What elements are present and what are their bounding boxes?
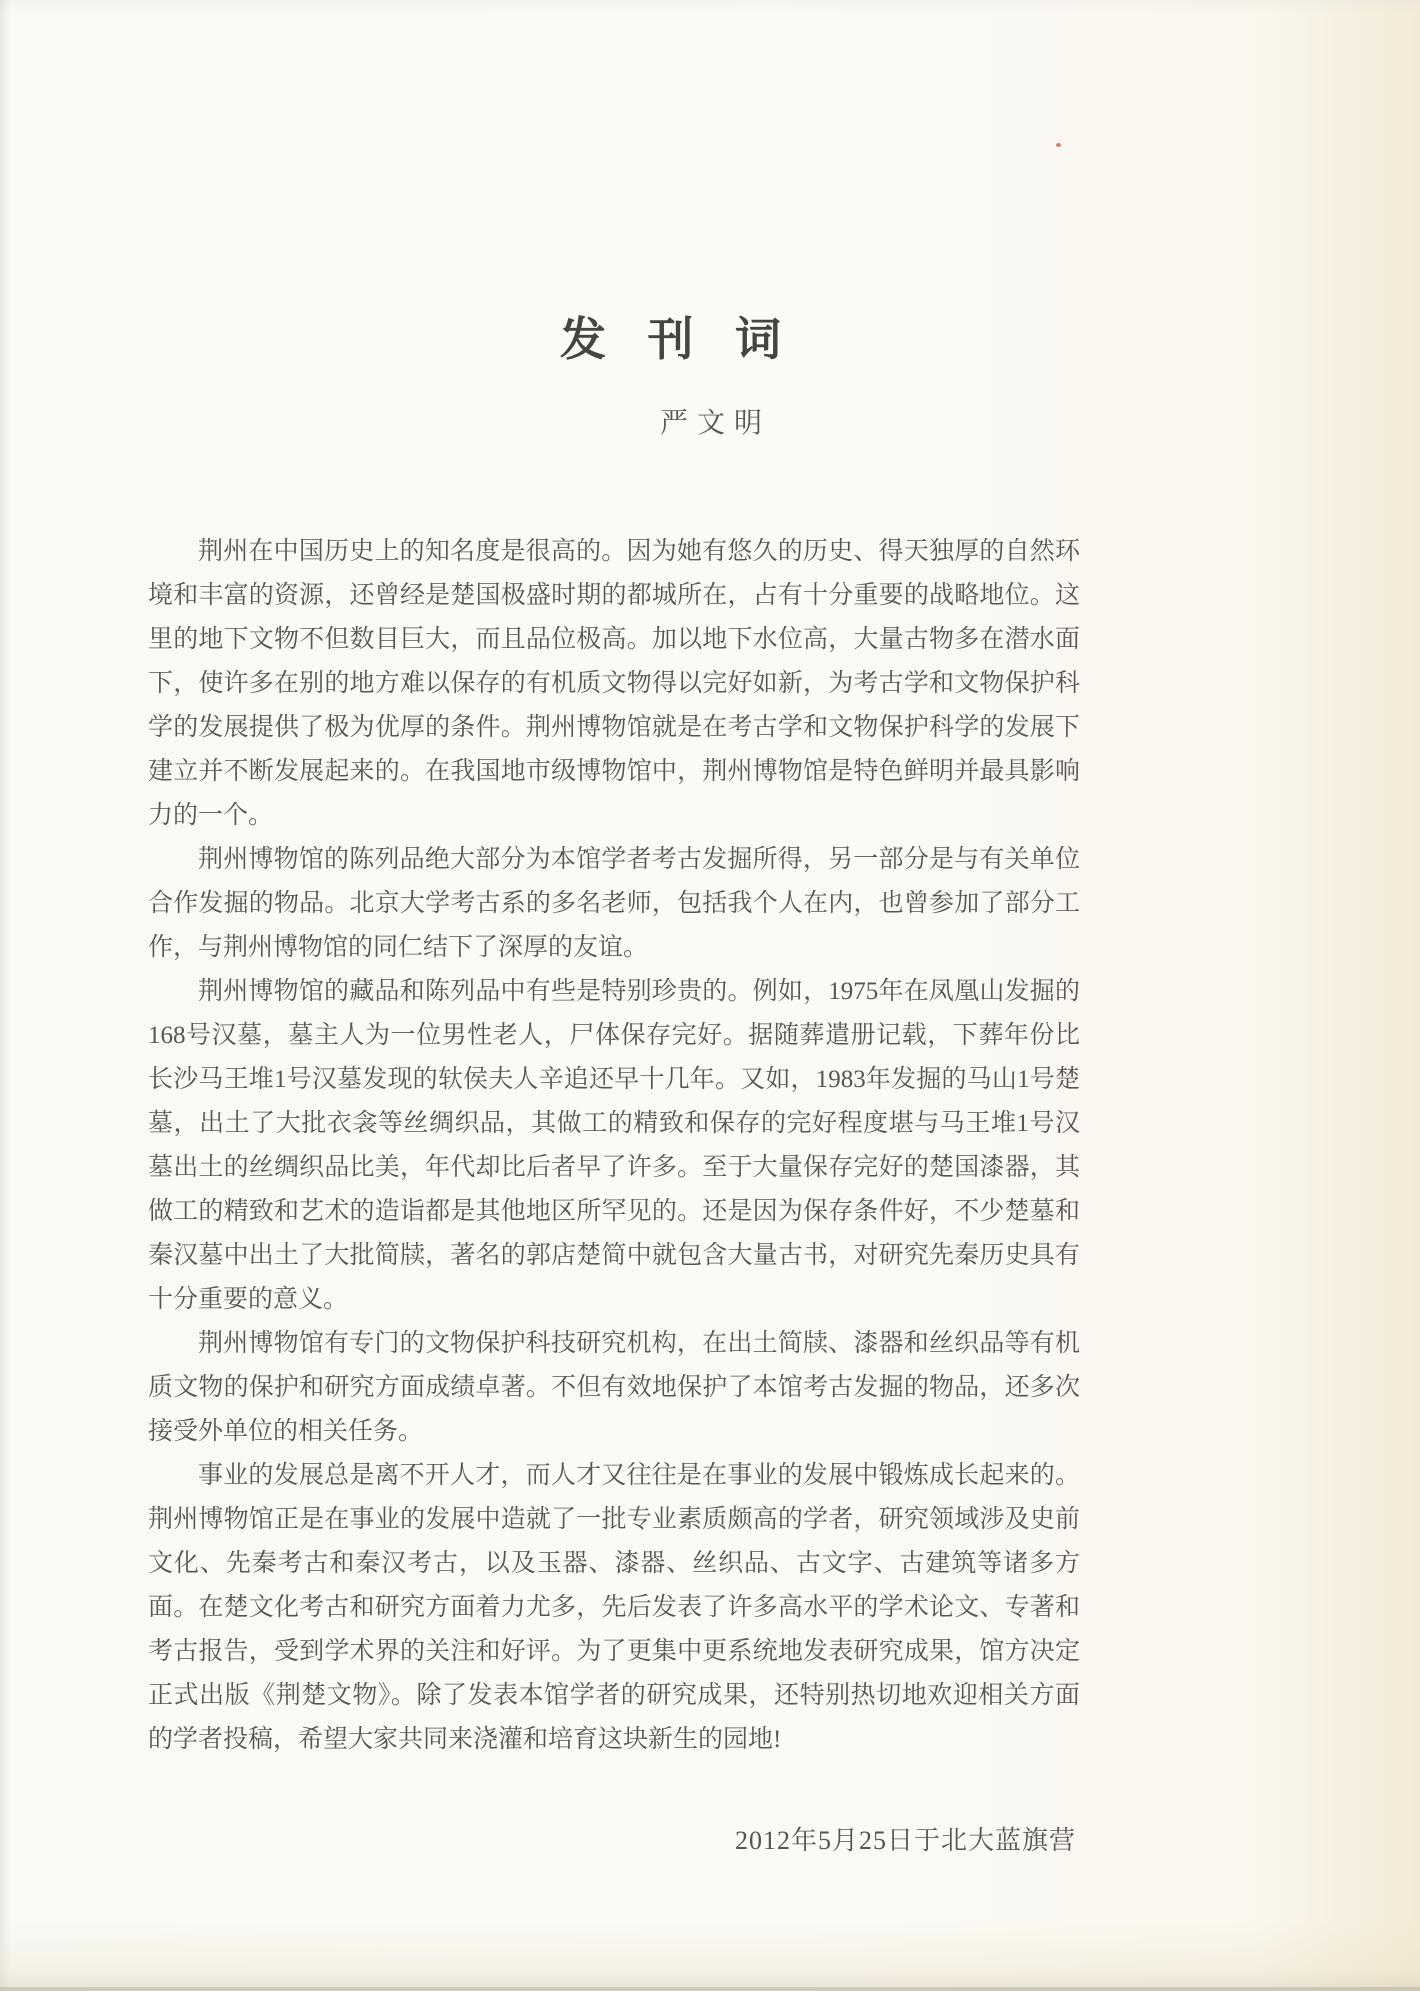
author-name: 严文明	[660, 408, 772, 439]
paragraph: 荆州博物馆有专门的文物保护科技研究机构，在出土简牍、漆器和丝织品等有机质文物的保护和研究方面成绩卓著。不但有效地保护了本馆考古发掘的物品，还多次接受外单位的相关任务。	[148, 1330, 1080, 1445]
dateline: 2012年5月25日于北大蓝旗营	[734, 1826, 1076, 1855]
scan-edge-left-shading	[0, 0, 10, 1991]
scan-edge-bottom-shading	[0, 1921, 1420, 1991]
scan-edge-top-shading	[0, 0, 1420, 14]
page-title: 发 刊 词	[560, 313, 783, 365]
paragraph: 荆州博物馆的陈列品绝大部分为本馆学者考古发掘所得，另一部分是与有关单位合作发掘的物品。北京大学考古系的多名老师，包括我个人在内，也曾参加了部分工作，与荆州博物馆的同仁结下了深厚的友谊。	[148, 846, 1080, 961]
paragraph: 荆州在中国历史上的知名度是很高的。因为她有悠久的历史、得天独厚的自然环境和丰富的资源，还曾经是楚国极盛时期的都城所在，占有十分重要的战略地位。这里的地下文物不但数目巨大，而且品位极高。加以地下水位高，大量古物多在潜水面下，使许多在别的地方难以保存的有机质文物得以完好如新，为考古学和文物保护科学的发展提供了极为优厚的条件。荆州博物馆就是在考古学和文物保护科学的发展下建立并不断发展起来的。在我国地市级博物馆中，荆州博物馆是特色鲜明并最具影响力的一个。	[148, 538, 1080, 829]
scan-edge-bottom-line	[0, 1987, 1420, 1991]
paragraph: 荆州博物馆的藏品和陈列品中有些是特别珍贵的。例如，1975年在凤凰山发掘的168号汉墓，墓主人为一位男性老人，尸体保存完好。据随葬遣册记载，下葬年份比长沙马王堆1号汉墓发现的轪侯夫人辛追还早十几年。又如，1983年发掘的马山1号楚墓，出土了大批衣衾等丝绸织品，其做工的精致和保存的完好程度堪与马王堆1号汉墓出土的丝绸织品比美，年代却比后者早了许多。至于大量保存完好的楚国漆器，其做工的精致和艺术的造诣都是其他地区所罕见的。还是因为保存条件好，不少楚墓和秦汉墓中出土了大批简牍，著名的郭店楚简中就包含大量古书，对研究先秦历史具有十分重要的意义。	[148, 978, 1080, 1313]
article-body	[148, 530, 1080, 1762]
paragraph: 事业的发展总是离不开人才，而人才又往往是在事业的发展中锻炼成长起来的。荆州博物馆正是在事业的发展中造就了一批专业素质颇高的学者，研究领域涉及史前文化、先秦考古和秦汉考古，以及玉器、漆器、丝织品、古文字、古建筑等诸多方面。在楚文化考古和研究方面着力尤多，先后发表了许多高水平的学术论文、专著和考古报告，受到学术界的关注和好评。为了更集中更系统地发表研究成果，馆方决定正式出版《荆楚文物》。除了发表本馆学者的研究成果，还特别热切地欢迎相关方面的学者投稿，希望大家共同来浇灌和培育这块新生的园地!	[148, 1462, 1080, 1753]
scan-artifact-red-speck	[1056, 143, 1061, 147]
